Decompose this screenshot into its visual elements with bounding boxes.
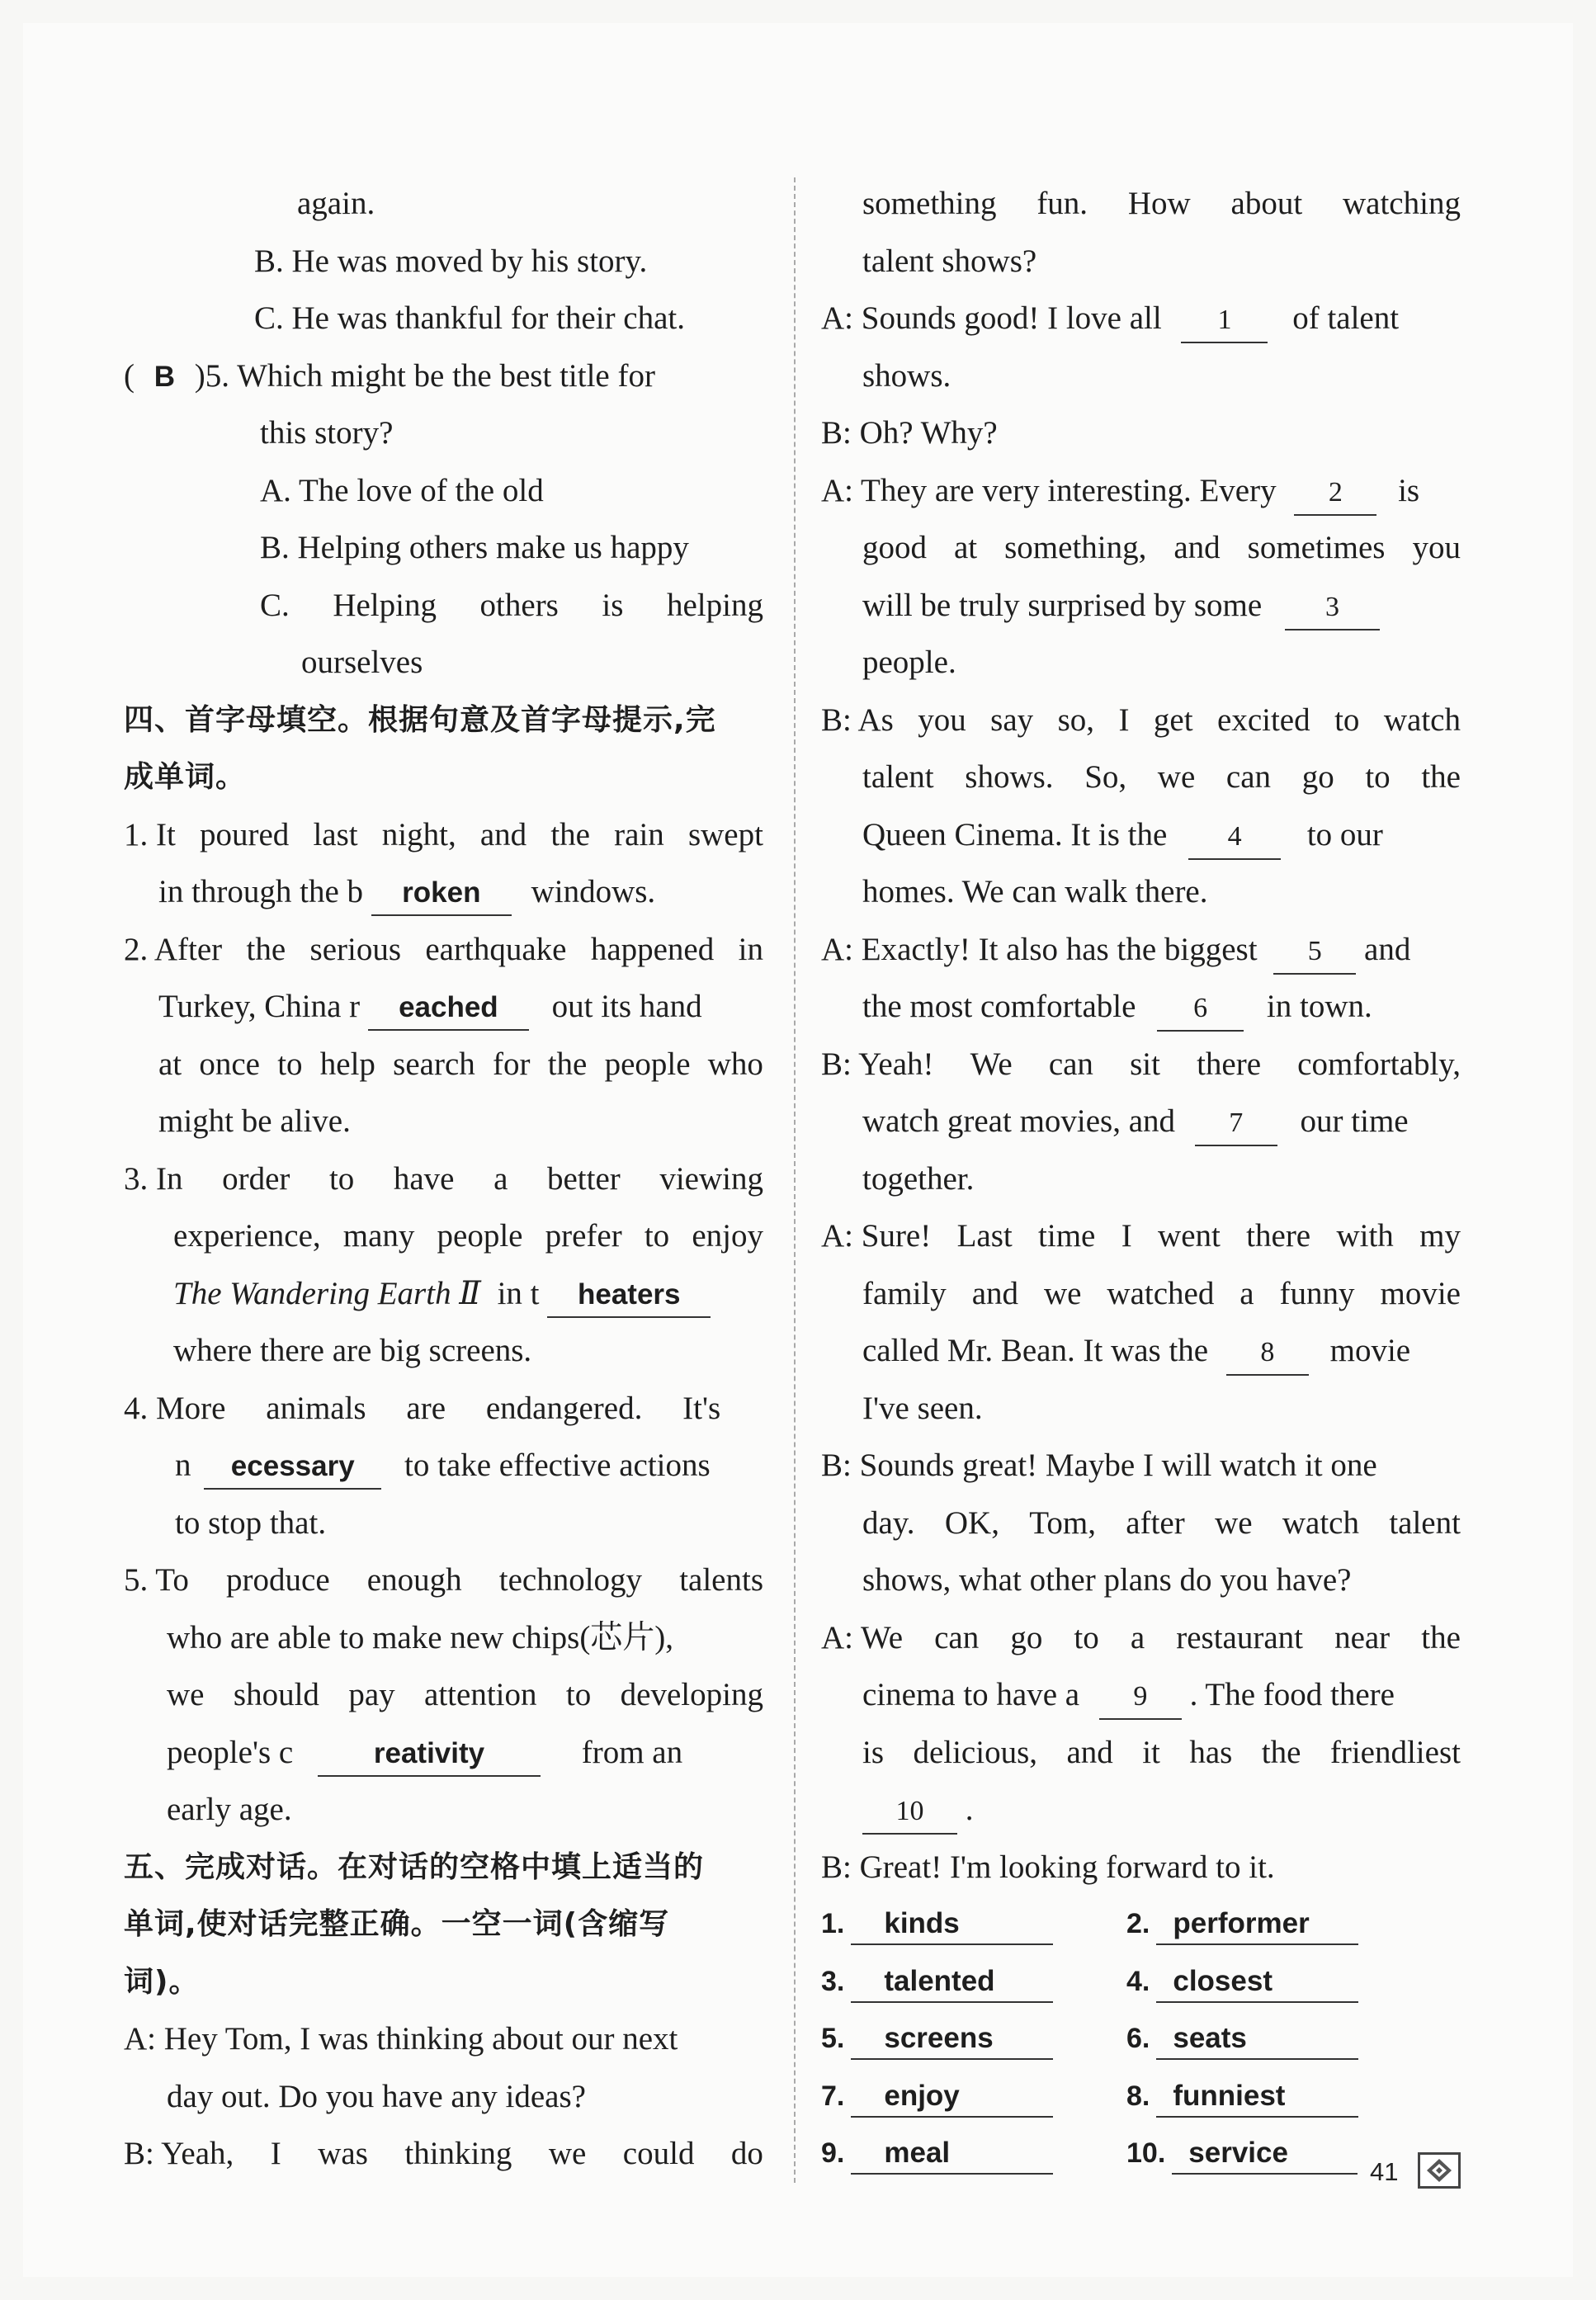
- s4-item5-line3: [124, 1666, 763, 1724]
- text: Turkey, China r: [158, 989, 361, 1024]
- text: to our: [1306, 816, 1383, 852]
- word: can: [934, 1619, 980, 1655]
- answer-number: 1.: [821, 1908, 845, 1939]
- answer-value: meal: [851, 2132, 1053, 2175]
- word: you: [918, 701, 966, 738]
- word: A: We: [821, 1619, 904, 1655]
- answer-number: 8.: [1126, 2080, 1150, 2112]
- word: Tom,: [1029, 1504, 1096, 1541]
- dialog-a5-line3: [821, 1322, 1461, 1380]
- word: night,: [381, 816, 456, 852]
- word: in: [738, 931, 763, 967]
- text: and: [1364, 931, 1411, 967]
- word: 4. More: [124, 1390, 226, 1426]
- word: and: [479, 816, 527, 852]
- word: there: [1246, 1218, 1311, 1254]
- dialog-blank-5: 5: [1273, 930, 1356, 975]
- answer-blank: eached: [368, 986, 529, 1031]
- word: attention: [424, 1677, 537, 1712]
- word: we: [548, 2136, 587, 2171]
- answer-key-item: [821, 2068, 1126, 2126]
- dialog-b3-line3: [821, 806, 1461, 864]
- right-column: [821, 175, 1461, 2183]
- dialog-b1-line1: [124, 2125, 763, 2183]
- word: with: [1336, 1218, 1394, 1254]
- word: after: [1126, 1504, 1185, 1541]
- word: helping: [667, 587, 763, 623]
- q5-paren-close: ): [194, 357, 205, 394]
- word: should: [233, 1677, 319, 1712]
- section5-title-line2: 单词,使对话完整正确。一空一词(含缩写: [124, 1907, 670, 1941]
- word: do: [730, 2136, 763, 2171]
- text: people's c: [167, 1734, 294, 1770]
- dialog-a5-line4: I've seen.: [862, 1390, 983, 1426]
- word: I: [1118, 701, 1130, 738]
- word: the: [1421, 1619, 1461, 1655]
- word: last: [313, 816, 358, 852]
- word: A: Sure!: [821, 1218, 932, 1254]
- word: has: [1189, 1734, 1233, 1770]
- word: I: [270, 2136, 281, 2171]
- word: family: [862, 1275, 947, 1311]
- section4-title-line1: 四、首字母填空。根据句意及首字母提示,完: [124, 702, 716, 737]
- answer-key-row: [821, 1953, 1461, 2011]
- s4-item3-line3: [124, 1265, 763, 1323]
- answer-value: screens: [851, 2017, 1053, 2060]
- dialog-a2-line2: shows.: [862, 357, 951, 394]
- word: near: [1334, 1619, 1391, 1655]
- answer-key-row: [821, 2068, 1461, 2126]
- word: movie: [1380, 1275, 1461, 1311]
- word: people: [604, 1046, 691, 1082]
- s4-item5-line5: early age.: [167, 1792, 292, 1827]
- word: happened: [590, 931, 715, 967]
- section5-title-line3: 词)。: [124, 1964, 200, 1999]
- word: can: [1225, 759, 1272, 795]
- word: about: [1230, 186, 1303, 221]
- dialog-blank-9: 9: [1099, 1675, 1182, 1720]
- dialog-a6-line2: [821, 1666, 1461, 1724]
- word: the: [1261, 1734, 1301, 1770]
- word: is: [602, 587, 624, 623]
- dialog-a6-line3: [821, 1724, 1461, 1782]
- word: who: [707, 1046, 763, 1082]
- word: a: [1239, 1275, 1254, 1311]
- dialog-blank-3: 3: [1285, 586, 1380, 630]
- text: from an: [581, 1734, 683, 1770]
- answer-value: enjoy: [851, 2075, 1053, 2118]
- word: So,: [1084, 759, 1127, 795]
- q5-option-c-tail: ourselves: [301, 645, 423, 680]
- dialog-a3-line4: people.: [862, 645, 956, 680]
- dialog-blank-2: 2: [1294, 471, 1376, 516]
- word: poured: [199, 816, 290, 852]
- word: enough: [366, 1562, 462, 1598]
- word: produce: [226, 1562, 330, 1598]
- diamond-logo-icon: [1418, 2152, 1461, 2189]
- word: we: [1044, 1275, 1082, 1311]
- dialog-a2-line1: [821, 290, 1461, 347]
- s4-item4-line3: to stop that.: [175, 1504, 327, 1541]
- word: and: [1173, 530, 1221, 565]
- s4-item5-line4: [124, 1724, 763, 1782]
- word: and: [971, 1275, 1019, 1311]
- text: will be truly surprised by some: [862, 587, 1263, 623]
- word: viewing: [659, 1160, 763, 1197]
- dialog-a3-line3: [821, 577, 1461, 635]
- dialog-b3-line1: [821, 692, 1461, 749]
- answer-blank: roken: [371, 871, 512, 916]
- word: pay: [348, 1677, 395, 1712]
- dialog-a1-line2: day out. Do you have any ideas?: [167, 2078, 586, 2114]
- movie-title: The Wandering Earth Ⅱ: [173, 1275, 481, 1311]
- dialog-blank-4: 4: [1188, 815, 1281, 860]
- word: delicious,: [913, 1734, 1038, 1770]
- s4-item2-line3: [124, 1036, 763, 1093]
- word: sit: [1130, 1046, 1160, 1082]
- q5-paren-open: (: [124, 357, 135, 394]
- section4-title-line2: 成单词。: [124, 760, 247, 794]
- word: experience,: [173, 1218, 321, 1254]
- word: Last: [956, 1218, 1013, 1254]
- text: our time: [1300, 1103, 1409, 1139]
- word: funny: [1279, 1275, 1355, 1311]
- s4-item1-line1: [124, 806, 763, 864]
- word: the: [246, 931, 286, 967]
- word: a: [493, 1160, 508, 1197]
- word: watch: [1282, 1504, 1359, 1541]
- dialog-blank-6: 6: [1157, 987, 1244, 1032]
- q5-option-c: [124, 577, 763, 635]
- word: fun.: [1036, 186, 1088, 221]
- answer-value: seats: [1156, 2017, 1358, 2060]
- s4-item2-line4: might be alive.: [158, 1103, 351, 1139]
- word: was: [318, 2136, 368, 2171]
- s4-item5-line1: [124, 1551, 763, 1609]
- s4-item4-line2: [124, 1437, 763, 1495]
- word: We: [970, 1046, 1013, 1082]
- word: is: [862, 1734, 885, 1770]
- answer-number: 10.: [1126, 2137, 1166, 2169]
- q5-option-a: A. The love of the old: [260, 472, 544, 508]
- s4-item3-line1: [124, 1150, 763, 1208]
- word: we: [167, 1677, 205, 1712]
- answer-number: 5.: [821, 2023, 845, 2054]
- answer-key-item: [1126, 1953, 1432, 2011]
- dialog-a3-line1: [821, 462, 1461, 520]
- word: shows.: [965, 759, 1054, 795]
- answer-blank: heaters: [547, 1273, 711, 1318]
- word: to: [1074, 1619, 1099, 1655]
- answer-value: closest: [1156, 1960, 1358, 2003]
- word: are: [406, 1390, 446, 1426]
- word: 5. To: [124, 1562, 189, 1598]
- word: excited: [1217, 701, 1310, 738]
- answer-blank: ecessary: [204, 1445, 381, 1490]
- answer-key-row: [821, 2010, 1461, 2068]
- s4-item3-line4: where there are big screens.: [173, 1333, 532, 1368]
- text: out its hand: [551, 989, 702, 1024]
- text: Queen Cinema. It is the: [862, 816, 1168, 852]
- word: we: [1157, 759, 1196, 795]
- dialog-b4-line2: [821, 1093, 1461, 1150]
- word: B: Yeah,: [124, 2136, 234, 2171]
- answer-number: 3.: [821, 1965, 845, 1997]
- word: friendliest: [1329, 1734, 1461, 1770]
- dialog-b6: B: Great! I'm looking forward to it.: [821, 1849, 1275, 1885]
- dialog-a6-line1: [821, 1609, 1461, 1667]
- dialog-b5-line2: [821, 1495, 1461, 1552]
- word: 1. It: [124, 816, 176, 852]
- q4-option-a-tail: again.: [297, 186, 375, 221]
- q5-option-b: B. Helping others make us happy: [260, 530, 689, 565]
- word: we: [1215, 1504, 1253, 1541]
- dialog-blank-8: 8: [1226, 1331, 1309, 1376]
- answer-number: 6.: [1126, 2023, 1150, 2054]
- dialog-b5-line1: B: Sounds great! Maybe I will watch it one: [821, 1448, 1377, 1483]
- word: talent: [1389, 1504, 1461, 1541]
- dialog-b4-line3: together.: [862, 1160, 975, 1197]
- dialog-b4-line1: [821, 1036, 1461, 1093]
- q4-option-c: C. He was thankful for their chat.: [254, 300, 686, 336]
- word: How: [1127, 186, 1191, 221]
- word: to: [1334, 701, 1360, 738]
- dialog-b5-line3: shows, what other plans do you have?: [862, 1562, 1352, 1598]
- dialog-b3-line2: [821, 749, 1461, 806]
- word: rain: [614, 816, 664, 852]
- answer-blank: reativity: [318, 1732, 541, 1777]
- word: go: [1301, 759, 1334, 795]
- text: is: [1398, 472, 1420, 508]
- word: I: [1121, 1218, 1132, 1254]
- text: cinema to have a: [862, 1677, 1080, 1712]
- text: . The food there: [1189, 1677, 1395, 1712]
- dialog-a5-line1: [821, 1207, 1461, 1265]
- word: good: [862, 530, 927, 565]
- word: at: [158, 1046, 182, 1082]
- dialog-b1-line3: talent shows?: [862, 243, 1037, 279]
- word: go: [1010, 1619, 1043, 1655]
- dialog-a5-line2: [821, 1265, 1461, 1323]
- answer-number: 2.: [1126, 1908, 1150, 1939]
- word: to: [328, 1160, 355, 1197]
- word: swept: [687, 816, 763, 852]
- q4-option-b: B. He was moved by his story.: [254, 243, 648, 279]
- word: serious: [309, 931, 402, 967]
- word: day.: [862, 1504, 915, 1541]
- word: prefer: [545, 1218, 622, 1254]
- word: to: [565, 1677, 592, 1712]
- text: in through the b: [158, 874, 364, 909]
- word: something,: [1004, 530, 1147, 565]
- text: in town.: [1266, 989, 1372, 1024]
- word: a: [1130, 1619, 1145, 1655]
- dialog-a6-line4: [821, 1781, 1461, 1839]
- answer-number: 4.: [1126, 1965, 1150, 1997]
- text: watch great movies, and: [862, 1103, 1176, 1139]
- word: B: As: [821, 701, 894, 738]
- answer-value: funniest: [1156, 2075, 1358, 2118]
- word: others: [479, 587, 559, 623]
- word: watched: [1107, 1275, 1215, 1311]
- answer-key-item: [821, 2125, 1126, 2183]
- text: A: They are very interesting. Every: [821, 472, 1277, 508]
- text: movie: [1329, 1333, 1411, 1368]
- word: watch: [1383, 701, 1461, 738]
- dialog-a4-line1: [821, 921, 1461, 979]
- word: for: [492, 1046, 531, 1082]
- word: thinking: [404, 2136, 512, 2171]
- answer-key-item: [821, 1896, 1126, 1953]
- word: OK,: [944, 1504, 999, 1541]
- s4-item5-line2: who are able to make new chips(芯片),: [167, 1619, 674, 1655]
- word: to: [277, 1046, 303, 1082]
- text: called Mr. Bean. It was the: [862, 1333, 1209, 1368]
- word: time: [1038, 1218, 1096, 1254]
- word: my: [1419, 1218, 1461, 1254]
- word: the: [547, 1046, 588, 1082]
- answer-key-item: [1126, 2010, 1432, 2068]
- word: the: [550, 816, 590, 852]
- answer-key-item: [1126, 1896, 1432, 1953]
- page-number: 41: [1370, 2157, 1399, 2186]
- word: something: [862, 186, 997, 221]
- answer-key-row: [821, 2125, 1461, 2183]
- word: can: [1048, 1046, 1093, 1082]
- word: 2. After: [124, 931, 223, 967]
- word: once: [199, 1046, 260, 1082]
- word: B: Yeah!: [821, 1046, 934, 1082]
- word: order: [222, 1160, 290, 1197]
- word: earthquake: [425, 931, 567, 967]
- word: It's: [682, 1390, 721, 1426]
- word: watching: [1343, 186, 1461, 221]
- answer-key-item: [1126, 2068, 1432, 2126]
- answer-number: 9.: [821, 2137, 845, 2169]
- word: people: [437, 1218, 523, 1254]
- dialog-b1-line2: [821, 175, 1461, 233]
- word: the: [1421, 759, 1461, 795]
- s4-item4-line1: [124, 1380, 761, 1438]
- answer-value: service: [1172, 2132, 1358, 2175]
- section5-title-line1: 五、完成对话。在对话的空格中填上适当的: [124, 1849, 705, 1884]
- word: endangered.: [485, 1390, 643, 1426]
- column-divider: [794, 177, 796, 2183]
- word: 3. In: [124, 1160, 183, 1197]
- text: n: [175, 1448, 191, 1483]
- answer-value: talented: [851, 1960, 1053, 2003]
- word: there: [1197, 1046, 1262, 1082]
- word: get: [1153, 701, 1193, 738]
- word: so,: [1057, 701, 1095, 738]
- word: and: [1066, 1734, 1113, 1770]
- word: developing: [620, 1677, 763, 1712]
- word: comfortably,: [1297, 1046, 1461, 1082]
- dialog-a4-line2: [821, 978, 1461, 1036]
- dialog-blank-10: 10: [862, 1790, 957, 1835]
- text: of talent: [1292, 300, 1400, 336]
- text: A: Sounds good! I love all: [821, 300, 1162, 336]
- text: the most comfortable: [862, 989, 1136, 1024]
- answer-number: 7.: [821, 2080, 845, 2112]
- text: to take effective actions: [404, 1448, 711, 1483]
- word: sometimes: [1247, 530, 1386, 565]
- s4-item3-line2: [124, 1207, 763, 1265]
- word: animals: [266, 1390, 366, 1426]
- word: talent: [862, 759, 934, 795]
- word: many: [342, 1218, 415, 1254]
- answer-key-row: [821, 1896, 1461, 1953]
- word: Helping: [333, 587, 437, 623]
- left-column: [124, 175, 763, 2183]
- dialog-blank-1: 1: [1181, 299, 1268, 343]
- word: at: [953, 530, 978, 565]
- word: C.: [260, 587, 290, 623]
- dialog-b2: B: Oh? Why?: [821, 415, 998, 451]
- word: talents: [679, 1562, 763, 1598]
- q5-answer: B: [153, 360, 176, 393]
- s4-item2-line2: [124, 978, 763, 1036]
- text: A: Exactly! It also has the biggest: [821, 931, 1258, 967]
- word: better: [546, 1160, 621, 1197]
- word: it: [1142, 1734, 1160, 1770]
- answer-value: kinds: [851, 1902, 1053, 1945]
- q5-stem-line1: [124, 347, 763, 405]
- dialog-a3-line2: [821, 519, 1461, 577]
- word: to: [644, 1218, 670, 1254]
- word: say: [990, 701, 1034, 738]
- word: to: [1365, 759, 1391, 795]
- dialog-b3-line4: homes. We can walk there.: [862, 874, 1208, 909]
- word: technology: [498, 1562, 643, 1598]
- word: have: [393, 1160, 455, 1197]
- text: in t: [497, 1275, 540, 1311]
- answer-value: performer: [1156, 1902, 1358, 1945]
- word: could: [622, 2136, 695, 2171]
- word: search: [393, 1046, 475, 1082]
- q5-stem-line2: this story?: [260, 415, 394, 451]
- text: windows.: [531, 874, 656, 909]
- word: you: [1412, 530, 1461, 565]
- s4-item1-line2: [124, 863, 763, 921]
- answer-key-item: [821, 1953, 1126, 2011]
- s4-item2-line1: [124, 921, 763, 979]
- q5-stem: 5. Which might be the best title for: [205, 357, 655, 394]
- word: went: [1158, 1218, 1221, 1254]
- answer-key-item: [821, 2010, 1126, 2068]
- dialog-a1-line1: A: Hey Tom, I was thinking about our next: [124, 2021, 678, 2057]
- word: enjoy: [692, 1218, 763, 1254]
- text: .: [965, 1792, 974, 1827]
- word: help: [319, 1046, 375, 1082]
- dialog-blank-7: 7: [1195, 1102, 1277, 1146]
- word: restaurant: [1176, 1619, 1303, 1655]
